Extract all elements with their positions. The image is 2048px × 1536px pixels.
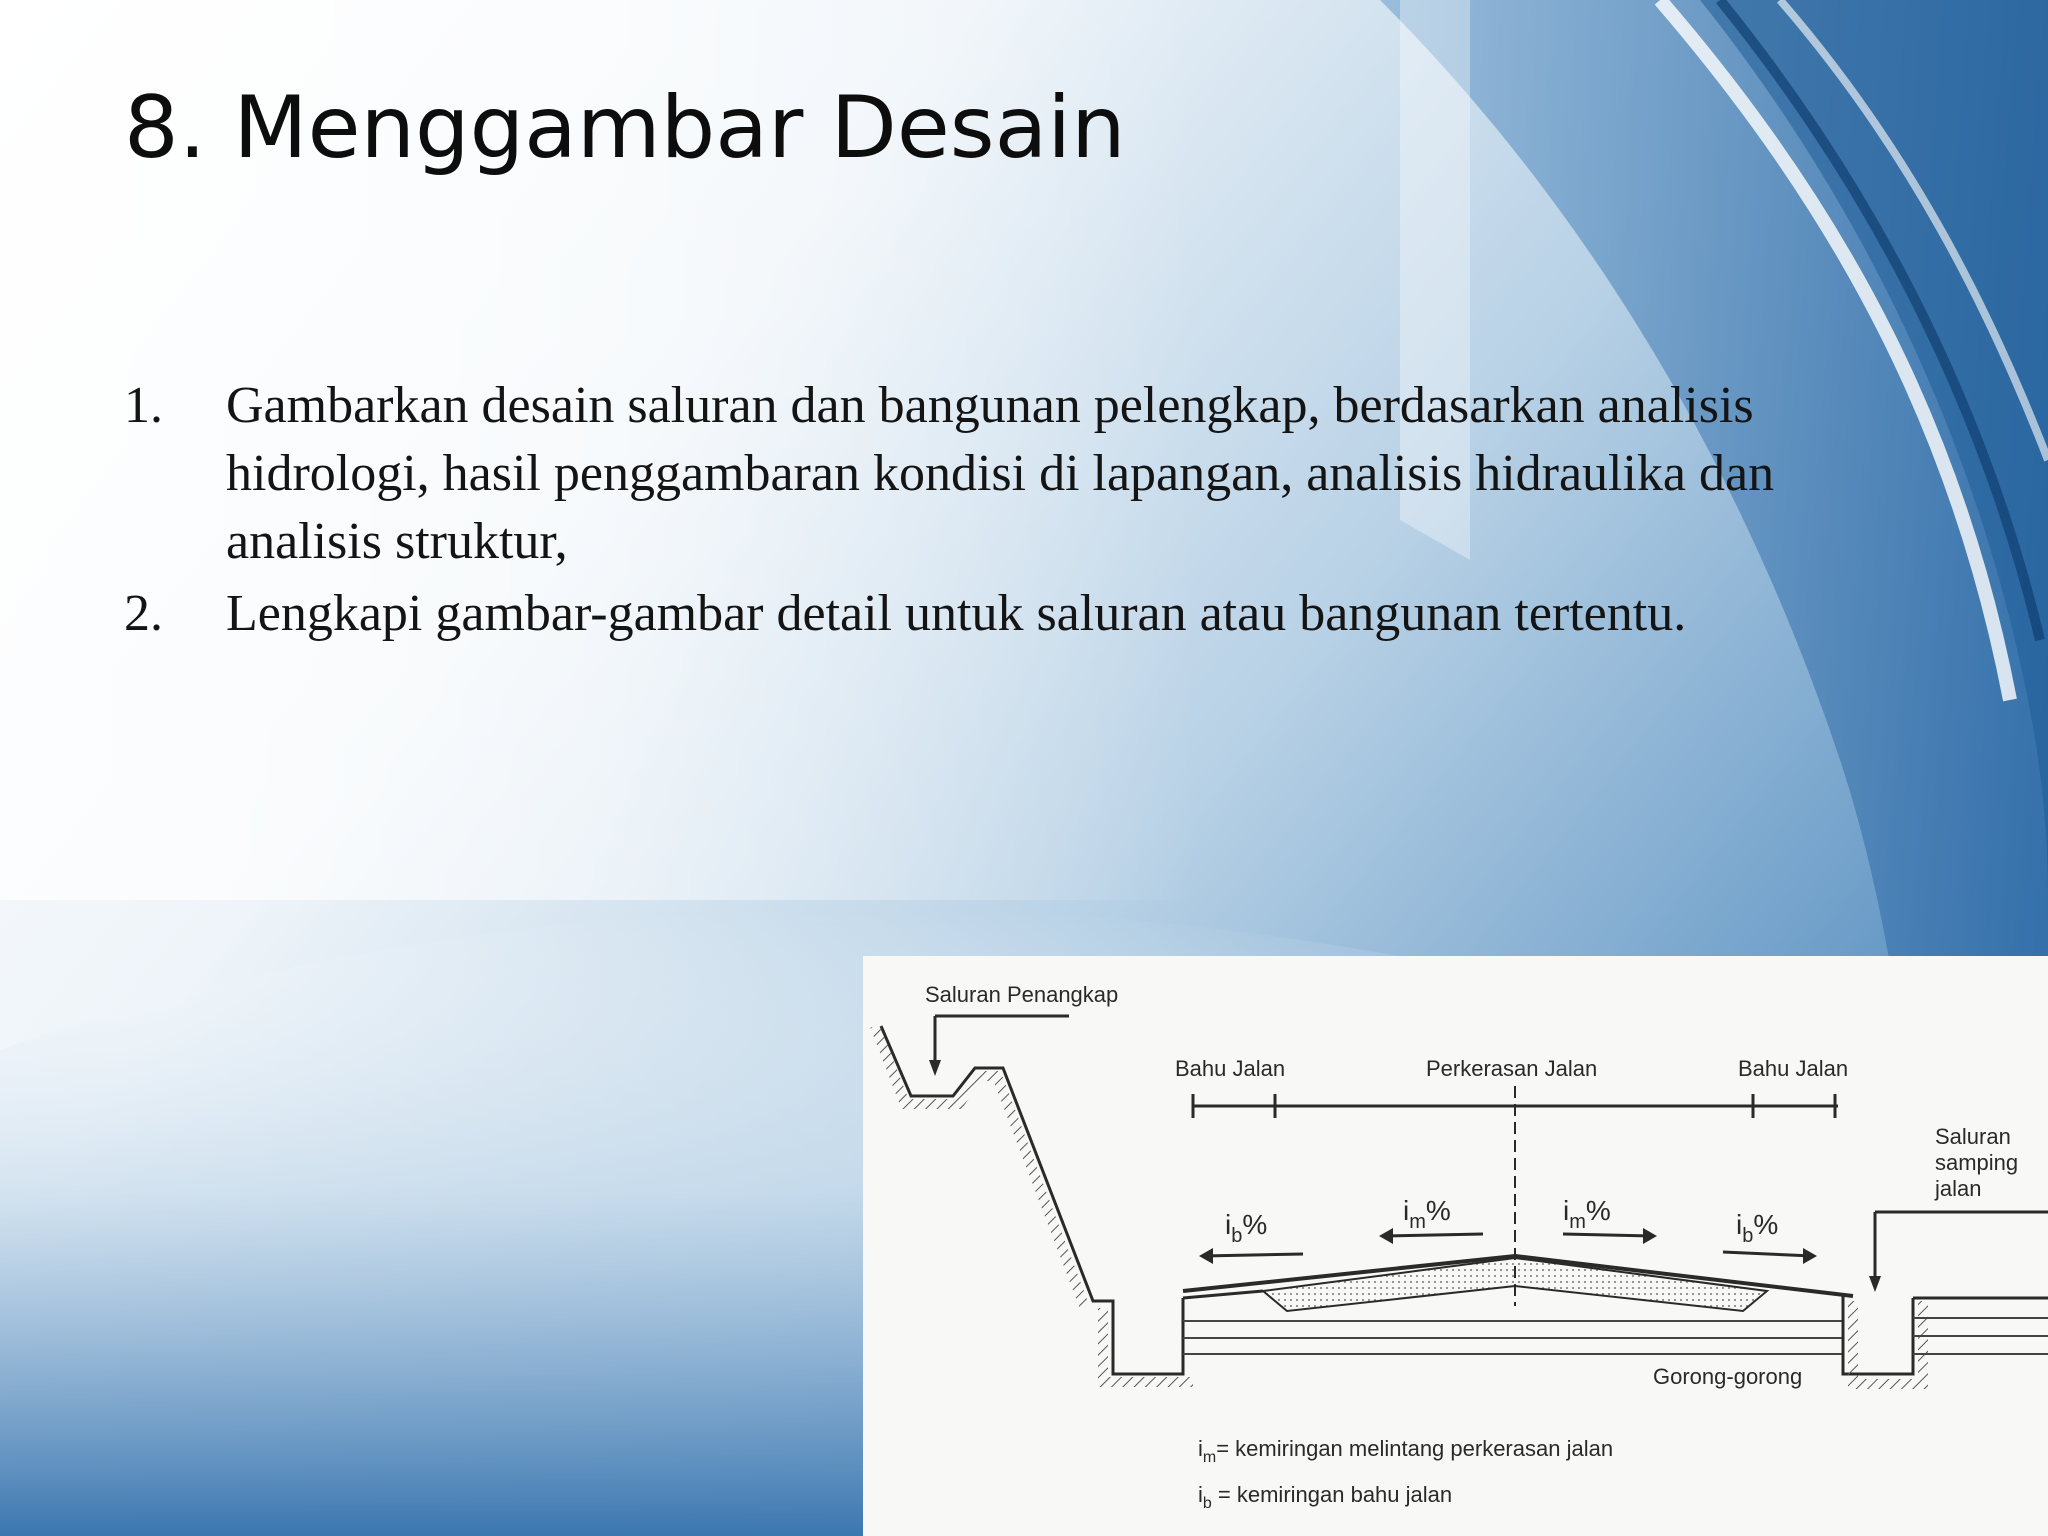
- label-saluran-penangkap: Saluran Penangkap: [925, 982, 1119, 1007]
- legend-ib: $i_b$ = kemiringan bahu jalan: [1198, 1482, 1453, 1512]
- list-item: [124, 580, 1904, 648]
- list-item-number: 1.: [124, 377, 163, 434]
- bullet-list: [124, 372, 1904, 652]
- label-ib-left: $i_b\%$: [1225, 1209, 1268, 1247]
- label-bahu-jalan-right: Bahu Jalan: [1738, 1056, 1849, 1081]
- label-saluran-samping-2: samping: [1935, 1150, 2019, 1175]
- list-item-text: Lengkapi gambar-gambar detail untuk saluran atau bangunan tertentu.: [226, 585, 1687, 642]
- road-cross-section-drawing: [863, 956, 2048, 1536]
- label-bahu-jalan-left: Bahu Jalan: [1175, 1056, 1286, 1081]
- label-saluran-samping-3: jalan: [1935, 1176, 1982, 1201]
- label-perkerasan-jalan: Perkerasan Jalan: [1426, 1056, 1598, 1081]
- label-im-left: $i_m\%$: [1403, 1195, 1451, 1233]
- label-gorong-gorong: Gorong-gorong: [1653, 1364, 1803, 1389]
- slide-title: 8. Menggambar Desain: [124, 78, 1126, 178]
- list-item-text: Gambarkan desain saluran dan bangunan pelengkap, berdasarkan analisis hidrologi, hasil penggambaran kondisi di lapangan, analisis hidraulika dan analisis struktur,: [226, 377, 1775, 570]
- label-saluran-samping-1: Saluran: [1935, 1124, 2011, 1149]
- list-item-number: 2.: [124, 585, 163, 642]
- catch-drain-wall: [881, 1026, 1183, 1374]
- road-cross-section-figure: [863, 956, 2048, 1536]
- label-ib-right: $i_b\%$: [1736, 1209, 1779, 1247]
- list-item: [124, 372, 1904, 576]
- label-im-right: $i_m\%$: [1563, 1195, 1611, 1233]
- legend-im: $i_m=$ kemiringan melintang perkerasan jalan: [1198, 1436, 1614, 1466]
